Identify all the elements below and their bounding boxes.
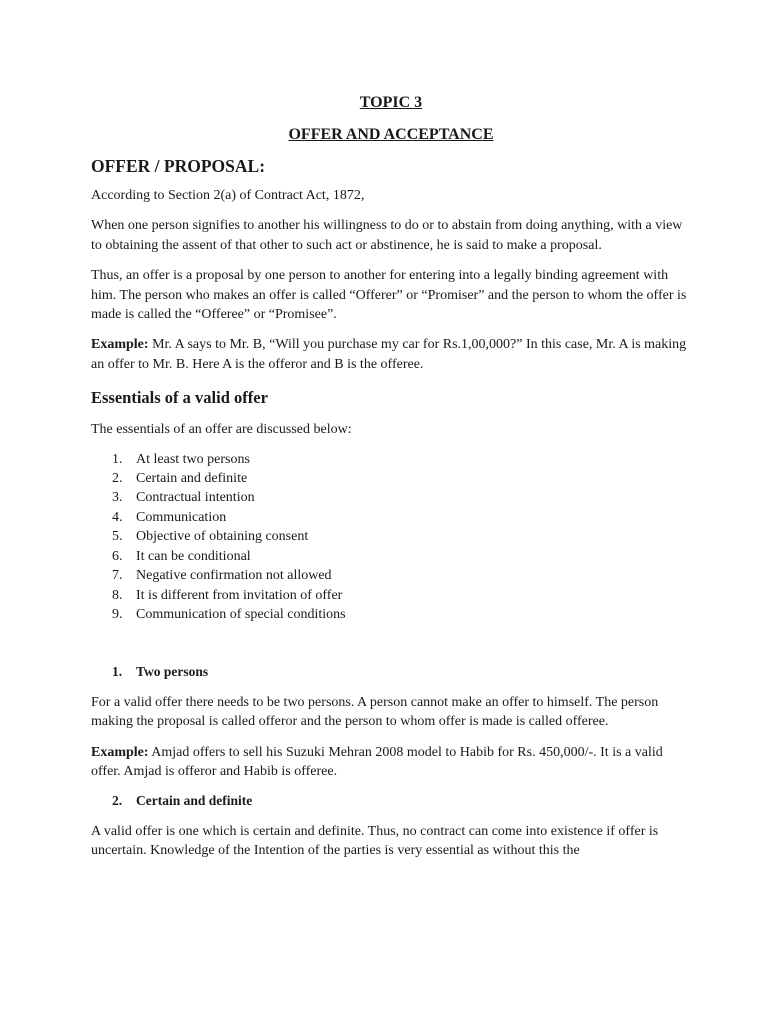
list-text: Negative confirmation not allowed — [136, 568, 332, 584]
definition-paragraph: When one person signifies to another his willingness to do or to abstain from doing anything, with a view to obtaining the assent of that other to such act or abstinence, he is said to make a proposal. — [91, 218, 683, 253]
list-number: 1. — [112, 451, 123, 467]
list-number: 6. — [112, 548, 123, 564]
point-title: Certain and definite — [136, 793, 253, 809]
list-number: 8. — [112, 587, 123, 603]
list-item — [91, 527, 691, 546]
point-number: 2. — [112, 793, 123, 809]
list-item — [91, 566, 691, 585]
essentials-intro: The essentials of an offer are discussed below: — [91, 422, 352, 438]
list-text: It can be conditional — [136, 548, 251, 564]
certain-definite-paragraph: A valid offer is one which is certain and definite. Thus, no contract can come into existence if offer is uncertain. Knowledge of the Intention of the parties is very essential as without this the — [91, 823, 659, 859]
list-text: Objective of obtaining consent — [136, 529, 309, 545]
point-heading-certain-definite — [91, 791, 691, 810]
document-title: OFFER AND ACCEPTANCE — [288, 126, 494, 143]
list-number: 7. — [112, 568, 123, 584]
section-heading-offer: OFFER / PROPOSAL: — [91, 156, 266, 176]
list-item — [91, 469, 691, 488]
example-paragraph-2 — [91, 743, 691, 782]
example-text: Mr. A says to Mr. B, “Will you purchase my car for Rs.1,00,000?” In this case, Mr. A is making an offer to Mr. B. Here A is the offeror and B is the offeree. — [91, 337, 687, 372]
list-number: 5. — [112, 529, 123, 545]
list-text: It is different from invitation of offer — [136, 587, 343, 603]
essentials-list — [91, 450, 691, 625]
example-label: Example: — [91, 744, 149, 760]
example-paragraph-1 — [91, 335, 691, 374]
list-item — [91, 488, 691, 507]
list-number: 9. — [112, 606, 123, 622]
point-title: Two persons — [136, 664, 209, 680]
document-content — [91, 93, 691, 861]
point-number: 1. — [112, 664, 123, 680]
essentials-heading: Essentials of a valid offer — [91, 388, 268, 408]
section-reference: According to Section 2(a) of Contract Act, 1872, — [91, 188, 365, 203]
list-item — [91, 450, 691, 469]
list-item — [91, 605, 691, 624]
list-text: Certain and definite — [136, 471, 248, 487]
topic-number: TOPIC 3 — [359, 94, 423, 111]
list-item — [91, 508, 691, 527]
example-text: Amjad offers to sell his Suzuki Mehran 2008 model to Habib for Rs. 450,000/-. It is a valid offer. Amjad is offeror and Habib is offeree. — [91, 744, 663, 779]
example-label: Example: — [91, 337, 149, 353]
list-number: 3. — [112, 490, 123, 506]
list-item — [91, 547, 691, 566]
list-text: Communication — [136, 509, 227, 525]
two-persons-paragraph: For a valid offer there needs to be two persons. A person cannot make an offer to himself. The person making the proposal is called offeror and the person to whom offer is made is called offeree. — [91, 694, 659, 730]
list-text: At least two persons — [136, 451, 250, 467]
point-heading-two-persons — [91, 662, 691, 681]
list-item — [91, 586, 691, 605]
list-number: 2. — [112, 471, 123, 487]
list-text: Contractual intention — [136, 490, 255, 506]
list-text: Communication of special conditions — [136, 606, 346, 622]
list-number: 4. — [112, 509, 123, 525]
thus-paragraph: Thus, an offer is a proposal by one person to another for entering into a legally binding agreement with him. The person who makes an offer is called “Offerer” or “Promiser” and the person to whom the offer is made is called the “Offeree” or “Promisee”. — [91, 268, 687, 323]
